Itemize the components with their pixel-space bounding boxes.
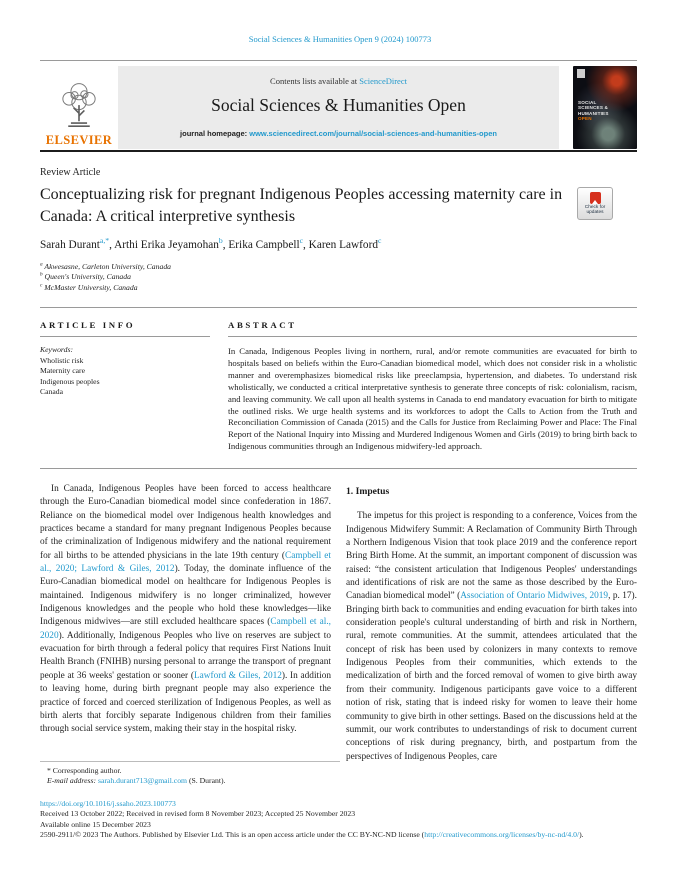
author-affil-ref[interactable]: b: [218, 236, 223, 246]
affil-marker: a: [40, 261, 43, 268]
cover-logo-mark: [577, 69, 585, 78]
homepage-link[interactable]: www.sciencedirect.com/journal/social-sciences-and-humanities-open: [249, 129, 497, 138]
divider: [40, 150, 637, 152]
article-info-column: [40, 320, 210, 453]
body-text: ). In addition to leaving home, during birth pregnant people may also experience the practice of forced and coerced sterilization of Indigenous Peoples, as well as birth alerts that forcibly separate Indigenous children from their families through social service system, making their stay in the hospital risky.: [40, 670, 331, 735]
citation-header: Social Sciences & Humanities Open 9 (2024) 100773: [248, 34, 432, 44]
email-link[interactable]: sarah.durant713@gmail.com: [97, 776, 188, 786]
affil-marker: c: [40, 282, 43, 289]
footer-block: [40, 799, 637, 840]
divider: [40, 60, 637, 61]
keyword: Canada: [40, 387, 64, 397]
page-title: Conceptualizing risk for pregnant Indigenous Peoples accessing maternity care in Canada: A critical interpretive synthesis: [40, 186, 563, 225]
check-updates-label: Check for updates: [584, 204, 606, 215]
email-suffix: (S. Durant).: [187, 776, 226, 786]
impetus-paragraph: [346, 510, 637, 764]
section-heading-impetus: 1. Impetus: [346, 486, 390, 497]
body-columns: [40, 483, 637, 764]
footnote-block: [40, 761, 340, 787]
keywords-label: Keywords:: [40, 345, 74, 354]
authors-line: [40, 236, 382, 251]
received-dates-line: Received 13 October 2022; Received in revised form 8 November 2023; Accepted 25 November 2023: [40, 809, 356, 819]
check-for-updates-badge[interactable]: [577, 187, 613, 220]
copyright-text: ).: [579, 829, 584, 839]
article-type-label: Review Article: [40, 167, 101, 178]
author-affil-ref[interactable]: a,*: [99, 236, 110, 246]
affiliations: [40, 262, 171, 293]
divider: [40, 468, 637, 469]
author-name: , Arthi Erika Jeyamohan: [109, 239, 219, 251]
keyword: Wholistic risk: [40, 355, 84, 365]
body-left-column: [40, 483, 331, 764]
citation-link[interactable]: Campbell et al., 2020: [40, 617, 331, 641]
journal-header-band: [118, 66, 559, 149]
contents-text: Contents lists available at: [270, 76, 360, 86]
body-text: The impetus for this project is responding to a conference, Voices from the Indigenous Midwifery Summit: A Reclamation of Community Birth Through a Northern Indigenous Vision that took place 2019 and the conference report Bring Birth Home. At the summit, an important component of discussion was raised: “the consistent articulation that Indigenous Peoples' understandings and identifications of risk are not the same as those described by the Euro-Canadian biomedical model” (: [346, 511, 637, 602]
email-line: [40, 776, 340, 786]
author-name: Sarah Durant: [40, 239, 100, 251]
body-text: In Canada, Indigenous Peoples have been forced to access healthcare through the Euro-Canadian biomedical model since confederation in 1867. Reliance on the biomedical model over Indigenous health knowledges and practices became a standard for many pregnant Indigenous Peoples because of the criminalization of Indigenous midwifery and the national requirement for all births to be attended physicians in the late 19th century (: [40, 484, 331, 561]
cover-title-line: OPEN: [578, 116, 592, 122]
sciencedirect-link[interactable]: ScienceDirect: [359, 76, 407, 86]
cover-title-line: HUMANITIES: [578, 110, 609, 116]
citation-link[interactable]: Association of Ontario Midwives, 2019: [460, 591, 609, 602]
journal-homepage-line: [118, 129, 559, 138]
body-text: ). Additionally, Indigenous Peoples who live on reserves are subject to evacuation for birth through a federal policy that requires First Nations Inuit Health Branch (FNIHB) nursing personal to arrange the transport of pregnant people at 36 weeks' gestation or sooner (: [40, 630, 331, 681]
article-info-heading: ARTICLE INFO: [40, 320, 210, 337]
author-affil-ref[interactable]: c: [378, 236, 382, 246]
affil-marker: b: [40, 271, 43, 278]
contents-available-line: [118, 76, 559, 86]
elsevier-wordmark: ELSEVIER: [45, 133, 113, 147]
body-text: ). Today, the dominate influence of the Euro-Canadian biomedical model on healthcare for Indigenous Peoples is maintained. Indigenous midwifery is no longer criminalized, however Indigenous knowledges and the people who hold these knowledges—like Indigenous midwives—are still excluded healthcare spaces (: [40, 564, 331, 628]
divider: [40, 307, 637, 308]
keyword: Indigenous peoples: [40, 376, 100, 386]
email-label: E-mail address:: [47, 776, 98, 786]
body-text: , p. 17). Bringing birth back to communities and ending evacuation for birth takes into consideration people's cultural understanding of birth and risk in Northern, rural, remote communities. At the summit, attendees articulated that the concept of risk has been used by colonizers in many contexts to remove Indigenous Peoples from their communities, which extends to the medicalization of birth and the forced removal of women to give birth away from their community. Indigenous participants gave voice to a different notion of risk, stating that is indeed risky for women to leave their home community to give birth in other settings. Based on the discussions held at the summit, our work contributes to understandings of risk to document current conceptions of risk during pregnancy, birth, and postpartum from the perspectives of Indigenous Peoples, care: [346, 591, 637, 762]
doi-link[interactable]: https://doi.org/10.1016/j.ssaho.2023.100773: [40, 799, 176, 808]
author-name: , Karen Lawford: [303, 239, 378, 251]
citation-link[interactable]: Campbell et al., 2020; Lawford & Giles, 2012: [40, 550, 331, 575]
homepage-label: journal homepage:: [180, 129, 250, 138]
journal-title: Social Sciences & Humanities Open: [211, 95, 466, 115]
cover-title: [578, 100, 609, 122]
abstract-heading: ABSTRACT: [228, 320, 637, 337]
available-online-line: Available online 15 December 2023: [40, 819, 151, 829]
body-right-column: [346, 483, 637, 764]
affiliation-line: [40, 262, 171, 272]
elsevier-tree-icon: [52, 80, 106, 137]
intro-paragraph: [40, 483, 331, 737]
crossmark-icon: [590, 192, 601, 204]
copyright-line: [40, 830, 637, 840]
journal-cover-thumbnail[interactable]: [573, 66, 637, 149]
abstract-column: [228, 320, 637, 453]
affiliation-line: [40, 272, 171, 282]
affil-text: Akwesasne, Carleton University, Canada: [42, 262, 172, 271]
citation-link[interactable]: Lawford & Giles, 2012: [193, 670, 282, 681]
license-link[interactable]: http://creativecommons.org/licenses/by-nc-nd/4.0/: [424, 829, 580, 839]
info-abstract-section: [40, 320, 637, 453]
journal-banner: [40, 66, 637, 149]
cover-title-line: SOCIAL: [578, 100, 597, 105]
affil-text: McMaster University, Canada: [42, 282, 138, 292]
author-affil-ref[interactable]: c: [299, 236, 304, 246]
copyright-text: 2590-2911/© 2023 The Authors. Published by Elsevier Ltd. This is an open access article under the CC BY-NC-ND license (: [40, 829, 425, 839]
keyword: Maternity care: [40, 366, 86, 376]
affil-text: Queen's University, Canada: [42, 272, 131, 282]
author-name: , Erika Campbell: [222, 239, 300, 251]
abstract-text: In Canada, Indigenous Peoples living in northern, rural, and/or remote communities are evacuated for birth to hospitals based on beliefs within the Euro-Canadian biomedical model, which does not consider risk in a wholistic manner and overemphasizes biomedical risks like preeclampsia, hypertension, and diabetes. To understand risk wholistically, we conducted a critical interpretative synthesis to generate three concepts of risk: colonialism, racism, and leaving community. We call upon all health systems in Canada to end mandatory evacuation for birth to mitigate the outlined risks. We urge health systems and its workforces to adopt the Calls to Action from the Truth and Reconciliation Commission of Canada (2015) and the Calls for Justice from Reclaiming Power and Place: The Final Report of the National Inquiry into Missing and Murdered Indigenous Women and Girls (2019) to bring birth back to Indigenous communities through an Indigenous midwifery-led approach.: [228, 346, 637, 452]
corresponding-author-note: * Corresponding author.: [47, 766, 122, 775]
elsevier-logo[interactable]: [40, 66, 118, 149]
cover-title-line: SCIENCES &: [578, 105, 609, 111]
affiliation-line: [40, 283, 171, 293]
